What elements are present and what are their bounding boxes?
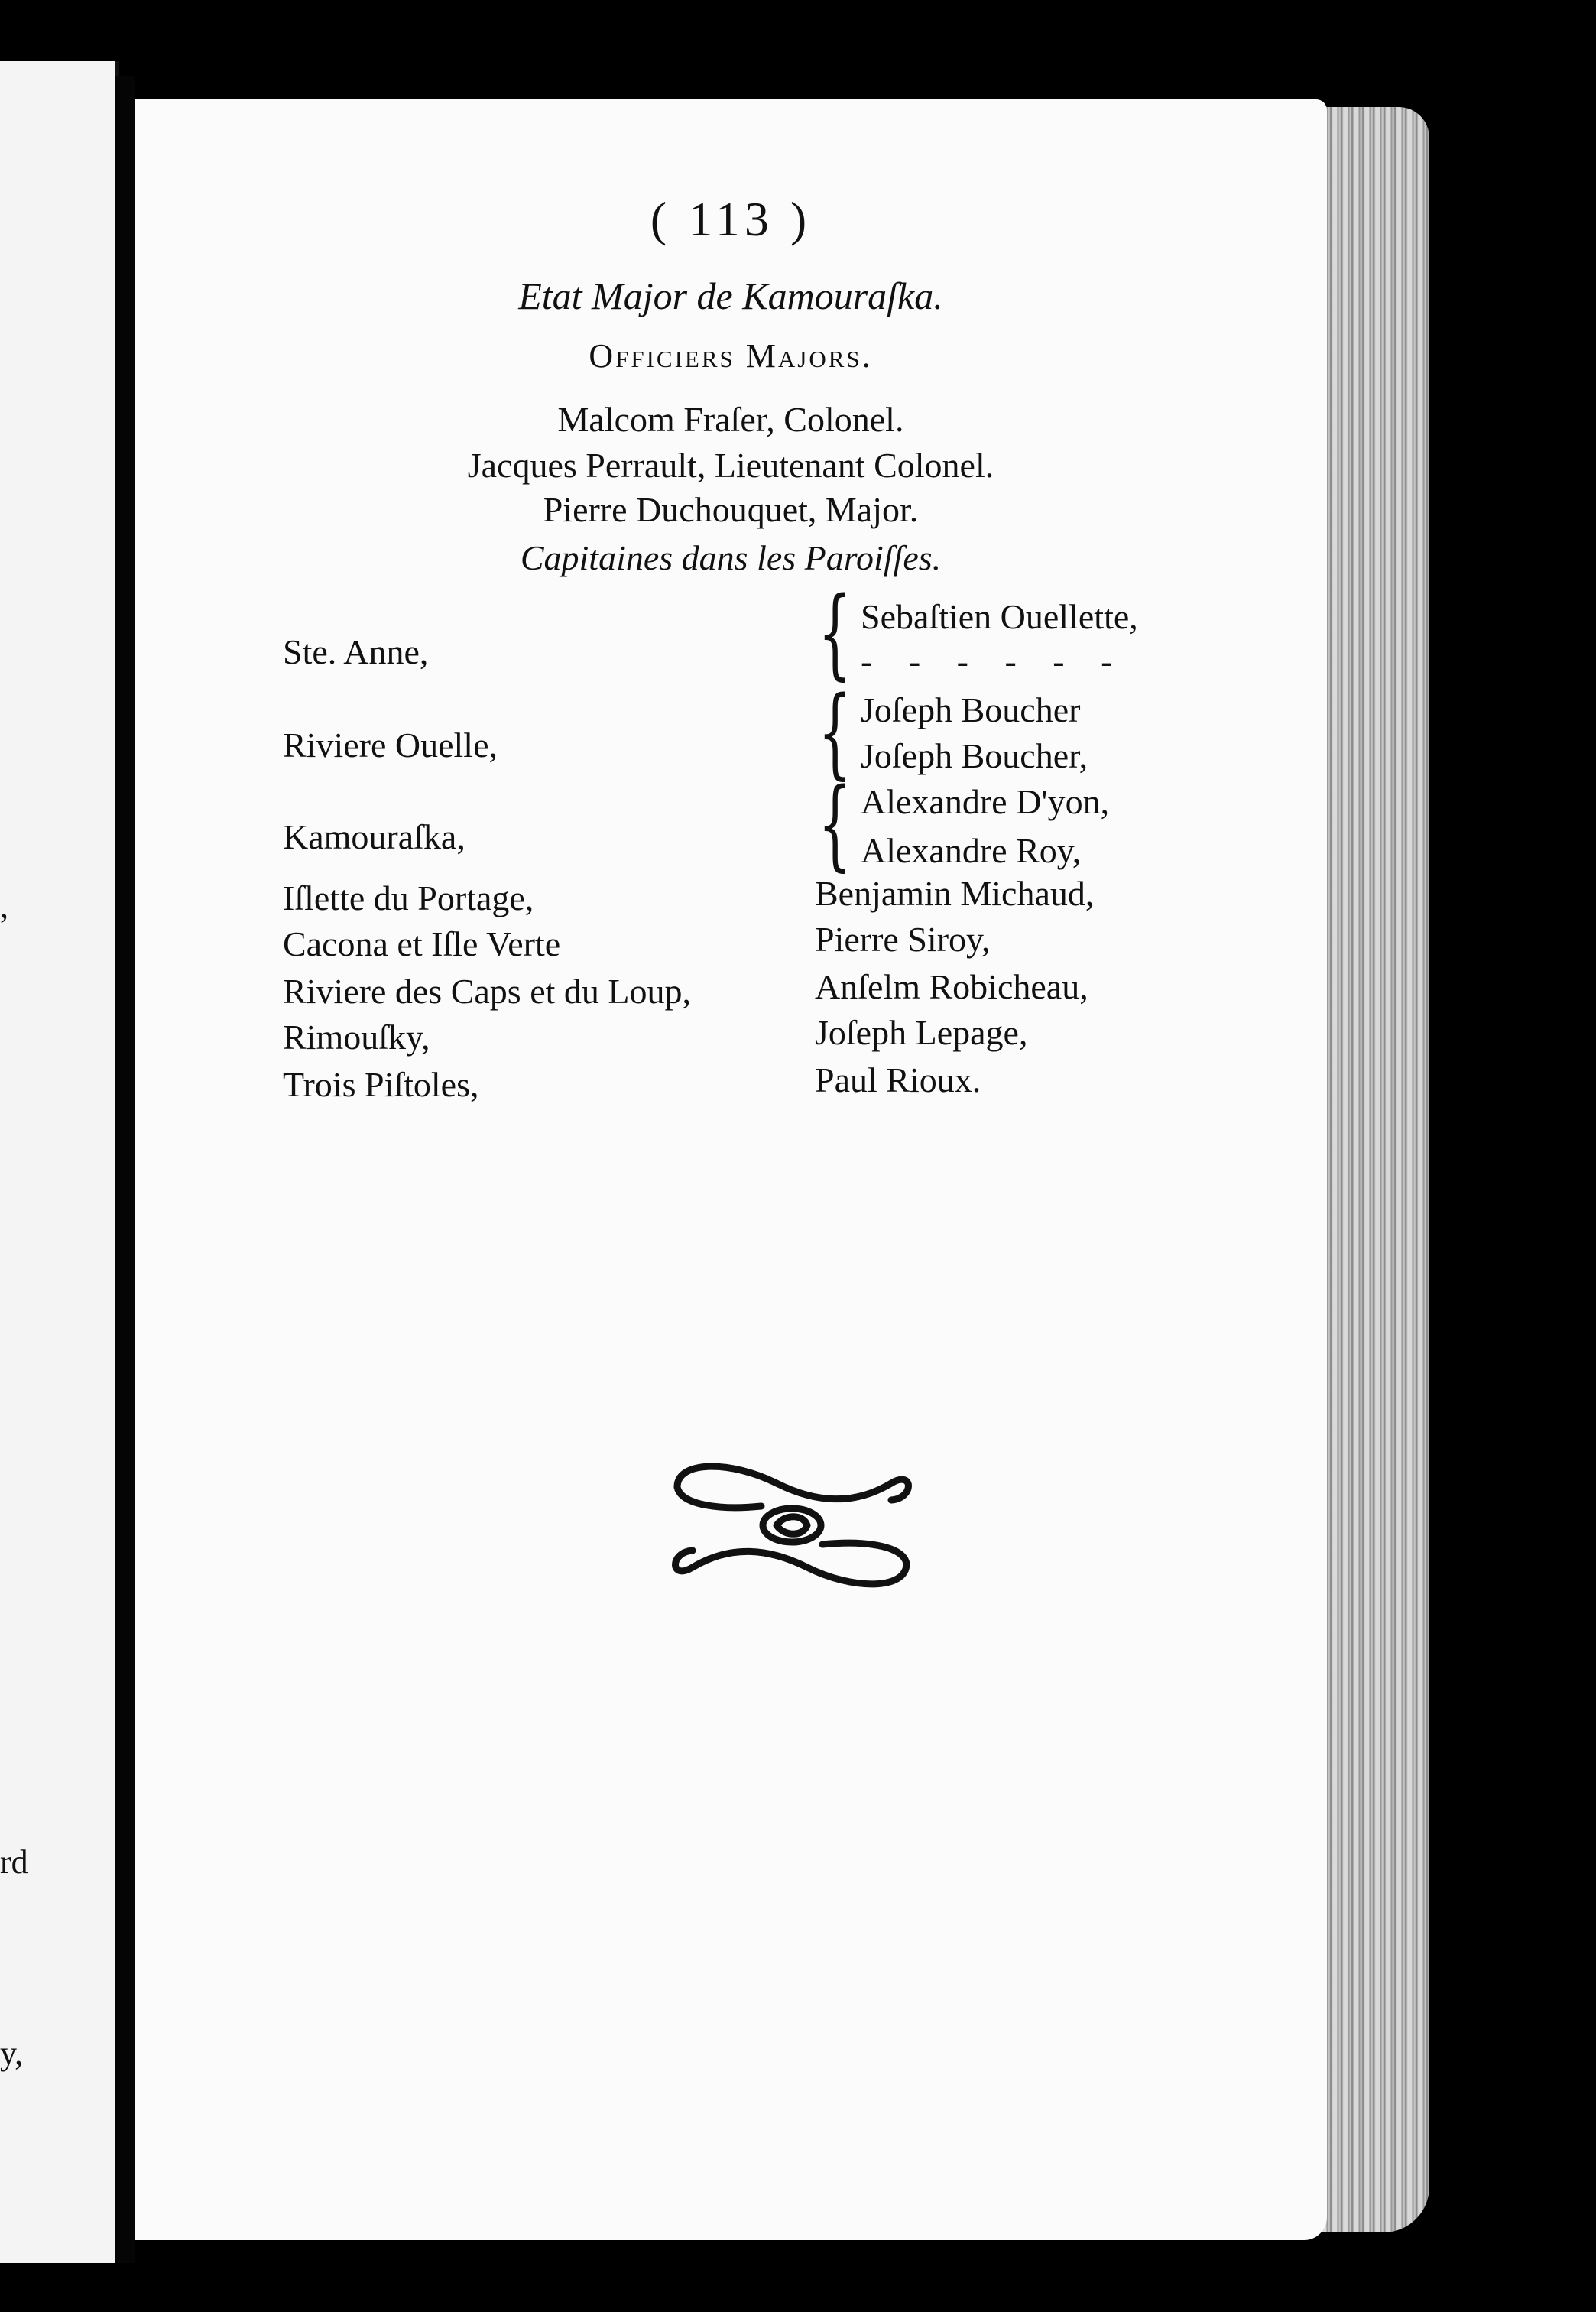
parish-name: Trois Piſtoles,: [283, 1065, 479, 1104]
captain-name: Sebaſtien Ouellette,: [861, 597, 1138, 636]
page-fore-edge: [1322, 107, 1429, 2232]
captain-name: Joſeph Lepage,: [815, 1013, 1028, 1052]
parish-name: Cacona et Iſle Verte: [283, 924, 561, 963]
scroll-ornament-icon: [662, 1453, 922, 1598]
captains-heading: Capitaines dans les Paroiſſes.: [520, 538, 942, 577]
parish-name: Riviere Ouelle,: [283, 726, 498, 765]
parish-name: Kamouraſka,: [283, 817, 466, 856]
book-gutter: [115, 76, 135, 2263]
parish-name: Ste. Anne,: [283, 632, 429, 671]
page-title: Etat Major de Kamouraſka.: [518, 274, 943, 317]
captain-name: Benjamin Michaud,: [815, 874, 1095, 913]
captain-name: - - - - - -: [861, 641, 1127, 680]
brace-icon: {: [818, 768, 852, 882]
parish-name: Iſlette du Portage,: [283, 878, 534, 917]
parish-name: Rimouſky,: [283, 1018, 430, 1057]
captain-name: Paul Rioux.: [815, 1060, 981, 1099]
captain-name: Anſelm Robicheau,: [815, 967, 1088, 1006]
captain-name: Alexandre Roy,: [861, 831, 1082, 870]
parish-name: Riviere des Caps et du Loup,: [283, 972, 692, 1011]
brace-icon: {: [818, 576, 852, 690]
left-page-fragment: [0, 61, 119, 2263]
captain-name: Alexandre D'yon,: [861, 782, 1110, 821]
captain-name: Pierre Siroy,: [815, 920, 991, 959]
officer-line: Malcom Fraſer, Colonel.: [557, 400, 904, 439]
officer-line: Jacques Perrault, Lieutenant Colonel.: [467, 446, 994, 485]
brace-icon: {: [818, 676, 852, 790]
officer-line: Pierre Duchouquet, Major.: [543, 490, 919, 529]
officers-heading: Officiers Majors.: [589, 337, 873, 375]
left-page-text-fragment: y,: [0, 2034, 24, 2072]
page-number: ( 113 ): [650, 192, 812, 246]
left-page-text-fragment: rd: [0, 1843, 28, 1881]
left-page-text-fragment: ,: [0, 888, 8, 925]
captain-name: Joſeph Boucher: [861, 690, 1081, 729]
captain-name: Joſeph Boucher,: [861, 736, 1088, 775]
